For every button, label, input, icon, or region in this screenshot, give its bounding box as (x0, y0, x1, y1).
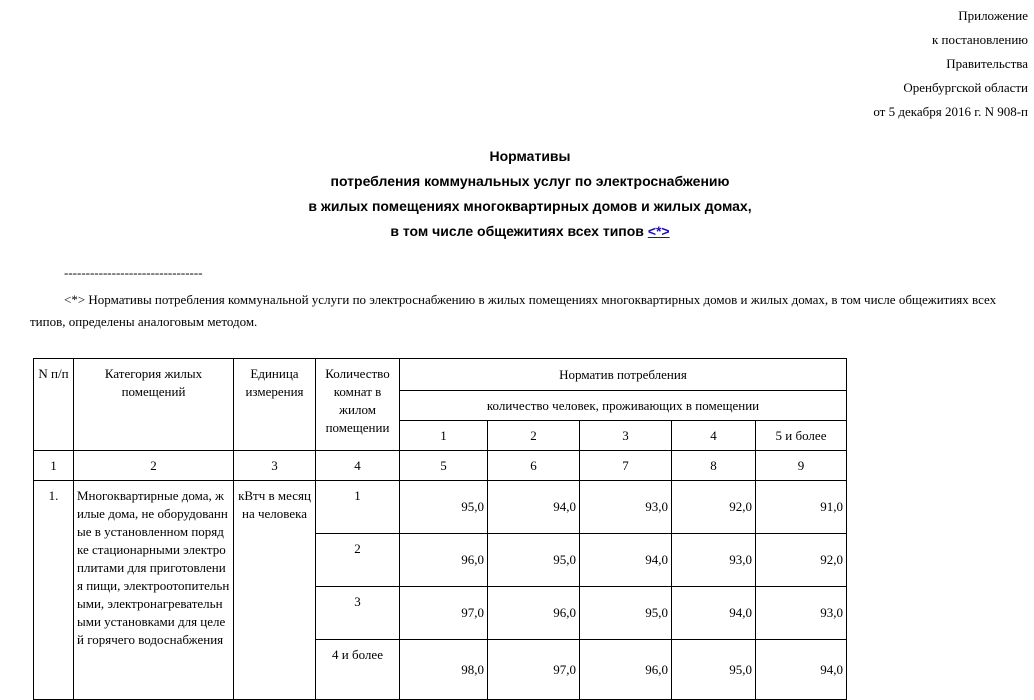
norms-table (33, 358, 847, 700)
title-line: потребления коммунальных услуг по электроснабжению (330, 173, 730, 189)
column-number: 4 (316, 451, 400, 481)
value-cell: 91,0 (756, 481, 847, 534)
value-cell: 93,0 (672, 534, 756, 587)
value-cell: 94,0 (756, 640, 847, 700)
header-people-2: 2 (488, 421, 580, 451)
value-cell: 93,0 (756, 587, 847, 640)
header-category: Категория жилых помещений (74, 359, 234, 451)
value-cell: 96,0 (488, 587, 580, 640)
column-number: 8 (672, 451, 756, 481)
header-people-1: 1 (400, 421, 488, 451)
title-line: в жилых помещениях многоквартирных домов и жилых домах, (308, 198, 752, 214)
document-title (30, 144, 1030, 244)
value-cell: 92,0 (756, 534, 847, 587)
header-people-3: 3 (580, 421, 672, 451)
approval-line: Оренбургской области (903, 80, 1028, 95)
title-line-text: в том числе общежитиях всех типов (390, 223, 644, 239)
column-number: 3 (234, 451, 316, 481)
rooms-cell: 1 (316, 481, 400, 534)
value-cell: 95,0 (580, 587, 672, 640)
value-cell: 93,0 (580, 481, 672, 534)
column-number: 5 (400, 451, 488, 481)
value-cell: 96,0 (400, 534, 488, 587)
header-norm: Норматив потребления (400, 359, 847, 391)
approval-line: от 5 декабря 2016 г. N 908-п (873, 104, 1028, 119)
header-people-5: 5 и более (756, 421, 847, 451)
value-cell: 95,0 (672, 640, 756, 700)
value-cell: 95,0 (488, 534, 580, 587)
rooms-cell: 4 и более (316, 640, 400, 700)
value-cell: 97,0 (488, 640, 580, 700)
rooms-cell: 3 (316, 587, 400, 640)
approval-block (873, 4, 1028, 124)
value-cell: 94,0 (672, 587, 756, 640)
column-number: 2 (74, 451, 234, 481)
value-cell: 94,0 (488, 481, 580, 534)
column-number: 1 (34, 451, 74, 481)
rooms-cell: 2 (316, 534, 400, 587)
value-cell: 97,0 (400, 587, 488, 640)
footnote-link[interactable]: <*> (647, 223, 670, 239)
header-rooms: Количество комнат в жилом помещении (316, 359, 400, 451)
value-cell: 95,0 (400, 481, 488, 534)
column-number: 6 (488, 451, 580, 481)
header-unit: Единица измерения (234, 359, 316, 451)
header-people-4: 4 (672, 421, 756, 451)
footnote-separator: -------------------------------- (64, 265, 203, 280)
row-category: Многоквартирные дома, жилые дома, не оборудованные в установленном порядке стационарными электроплитами для приготовления пищи, электроотопительными, электронагревательными установками для целей горячего водоснабжения (74, 481, 234, 700)
header-people: количество человек, проживающих в помещении (400, 391, 847, 421)
column-number: 7 (580, 451, 672, 481)
column-number: 9 (756, 451, 847, 481)
row-unit: кВтч в месяц на человека (234, 481, 316, 700)
row-num: 1. (34, 481, 74, 700)
title-line: Нормативы (489, 148, 571, 164)
value-cell: 94,0 (580, 534, 672, 587)
value-cell: 98,0 (400, 640, 488, 700)
header-num: N п/п (34, 359, 74, 451)
approval-line: Правительства (946, 56, 1028, 71)
approval-line: Приложение (958, 8, 1028, 23)
approval-line: к постановлению (931, 32, 1028, 47)
value-cell: 96,0 (580, 640, 672, 700)
value-cell: 92,0 (672, 481, 756, 534)
title-line (30, 219, 1030, 244)
footnote-text: <*> Нормативы потребления коммунальной услуги по электроснабжению в жилых помещениях многоквартирных домов и жилых домах, в том числе общежитиях всех типов, определены аналоговым методом. (30, 292, 997, 329)
